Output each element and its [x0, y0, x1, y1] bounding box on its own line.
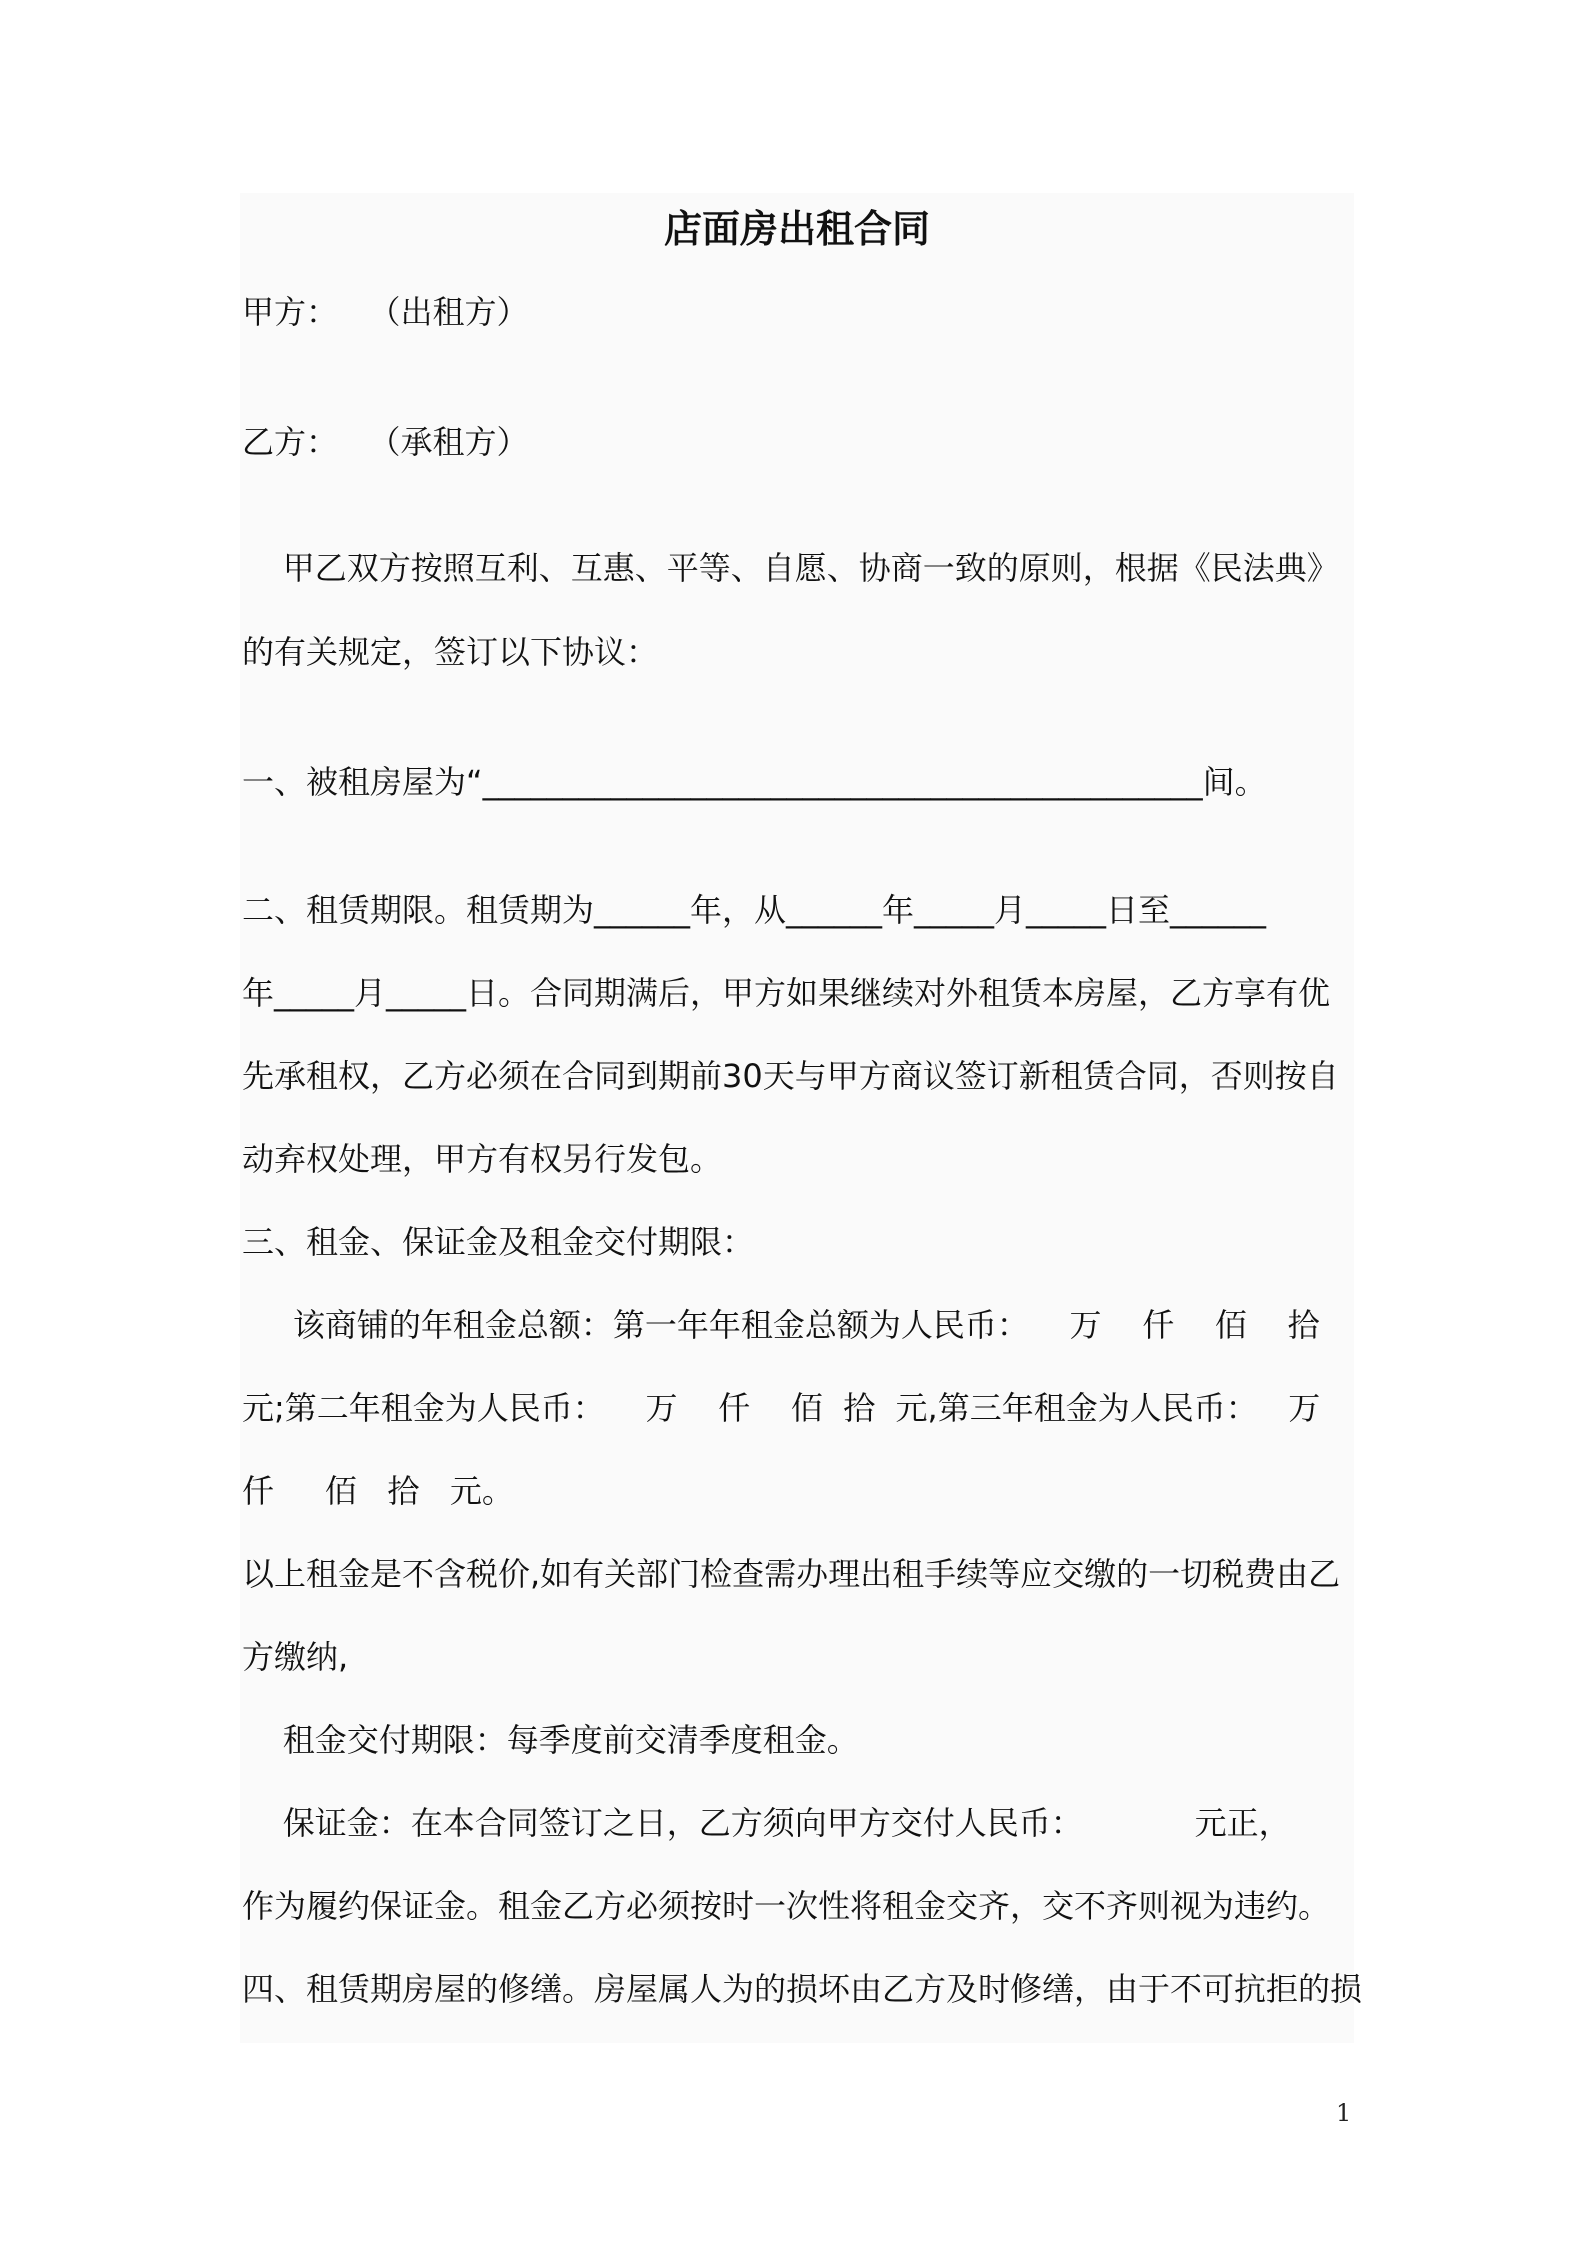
- tax-note-line-2: 方缴纳,: [242, 1638, 349, 1676]
- clause-2-line-2: 年_____月_____日。合同期满后，甲方如果继续对外租赁本房屋，乙方享有优: [242, 974, 1331, 1012]
- clause-4-line-1: 四、租赁期房屋的修缮。房屋属人为的损坏由乙方及时修缮，由于不可抗拒的损: [242, 1970, 1363, 2008]
- clause-2-line-4: 动弃权处理，甲方有权另行发包。: [242, 1140, 723, 1178]
- tax-note-line-1: 以上租金是不含税价,如有关部门检查需办理出租手续等应交缴的一切税费由乙: [242, 1555, 1341, 1593]
- page-number: 1: [1336, 2099, 1352, 2127]
- contract-title: 店面房出租合同: [663, 207, 930, 251]
- clause-2-line-1: 二、租赁期限。租赁期为______年，从______年_____月_____日至______: [242, 891, 1267, 929]
- party-b-line: 乙方： （承租方）: [242, 423, 529, 461]
- preamble-line-1: 甲乙双方按照互利、互惠、平等、自愿、协商一致的原则，根据《民法典》: [242, 549, 1339, 587]
- clause-2-line-3: 先承租权，乙方必须在合同到期前30天与甲方商议签订新租赁合同，否则按自: [242, 1057, 1339, 1095]
- deposit-line-1: 保证金：在本合同签订之日，乙方须向甲方交付人民币： 元正，: [242, 1804, 1291, 1842]
- clause-3-rent-line-2: 元;第二年租金为人民币： 万 仟 佰 拾 元,第三年租金为人民币： 万: [242, 1389, 1321, 1427]
- clause-3-rent-line-3: 仟 佰 拾 元。: [242, 1472, 514, 1510]
- party-a-line: 甲方： （出租方）: [242, 293, 529, 331]
- payment-term-line: 租金交付期限：每季度前交清季度租金。: [242, 1721, 859, 1759]
- clause-1-line: 一、被租房屋为“_____________________________________________间。: [242, 763, 1267, 801]
- clause-3-heading: 三、租金、保证金及租金交付期限：: [242, 1223, 755, 1261]
- clause-3-rent-line-1: 该商铺的年租金总额：第一年年租金总额为人民币： 万 仟 佰 拾: [242, 1306, 1320, 1344]
- preamble-line-2: 的有关规定，签订以下协议：: [242, 633, 659, 671]
- content-area: [240, 193, 1354, 2043]
- deposit-line-2: 作为履约保证金。租金乙方必须按时一次性将租金交齐，交不齐则视为违约。: [242, 1887, 1331, 1925]
